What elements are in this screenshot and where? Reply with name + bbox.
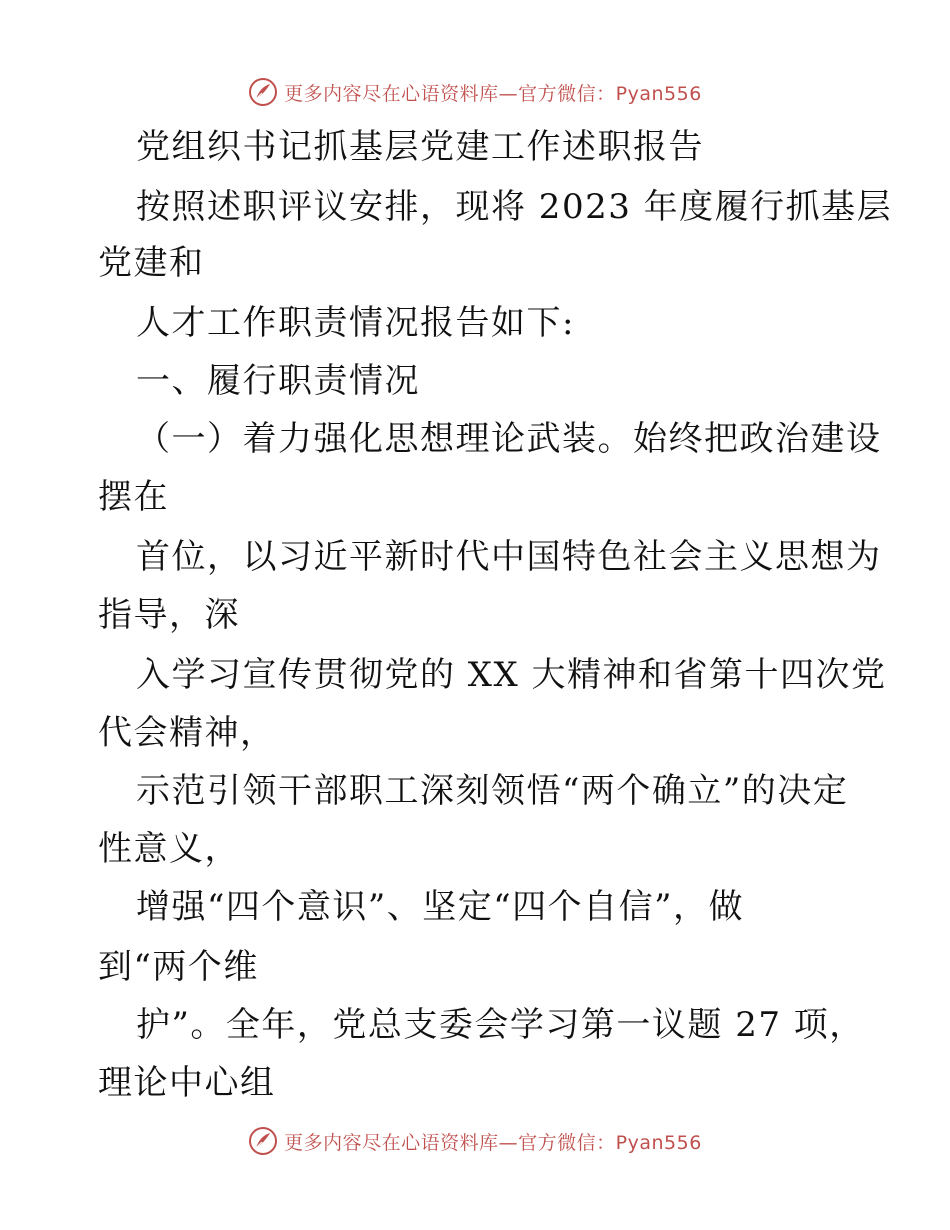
watermark-text: 更多内容尽在心语资料库—官方微信：Pyan556 xyxy=(284,82,702,105)
paragraph-line: 入学习宣传贯彻党的 XX 大精神和省第十四次党 xyxy=(136,655,887,695)
paragraph-line: 首位，以习近平新时代中国特色社会主义思想为 xyxy=(136,537,882,577)
paragraph-line: 性意义， xyxy=(98,829,240,869)
paragraph-line: 理论中心组 xyxy=(98,1063,276,1103)
paragraph-line: 摆在 xyxy=(98,477,169,517)
feather-pen-logo-icon xyxy=(248,1126,278,1156)
section-heading: 一、履行职责情况 xyxy=(136,361,420,401)
header-watermark xyxy=(0,72,950,112)
footer-watermark xyxy=(0,1121,950,1161)
document-title: 党组织书记抓基层党建工作述职报告 xyxy=(136,127,704,167)
paragraph-line: 增强“四个意识”、坚定“四个自信”，做 xyxy=(136,887,745,927)
paragraph-line: 按照述职评议安排，现将 2023 年度履行抓基层 xyxy=(136,187,893,227)
paragraph-line: （一）着力强化思想理论武装。始终把政治建设 xyxy=(136,419,882,459)
paragraph-line: 到“两个维 xyxy=(98,947,259,987)
feather-pen-logo-icon xyxy=(248,77,278,107)
watermark-text: 更多内容尽在心语资料库—官方微信：Pyan556 xyxy=(284,1131,702,1154)
paragraph-line: 指导，深 xyxy=(98,595,240,635)
paragraph-line: 人才工作职责情况报告如下: xyxy=(136,303,575,343)
paragraph-line: 代会精神， xyxy=(98,713,276,753)
paragraph-line: 示范引领干部职工深刻领悟“两个确立”的决定 xyxy=(136,771,849,811)
paragraph-line: 护”。全年，党总支委会学习第一议题 27 项， xyxy=(136,1005,865,1045)
paragraph-line: 党建和 xyxy=(98,243,205,283)
